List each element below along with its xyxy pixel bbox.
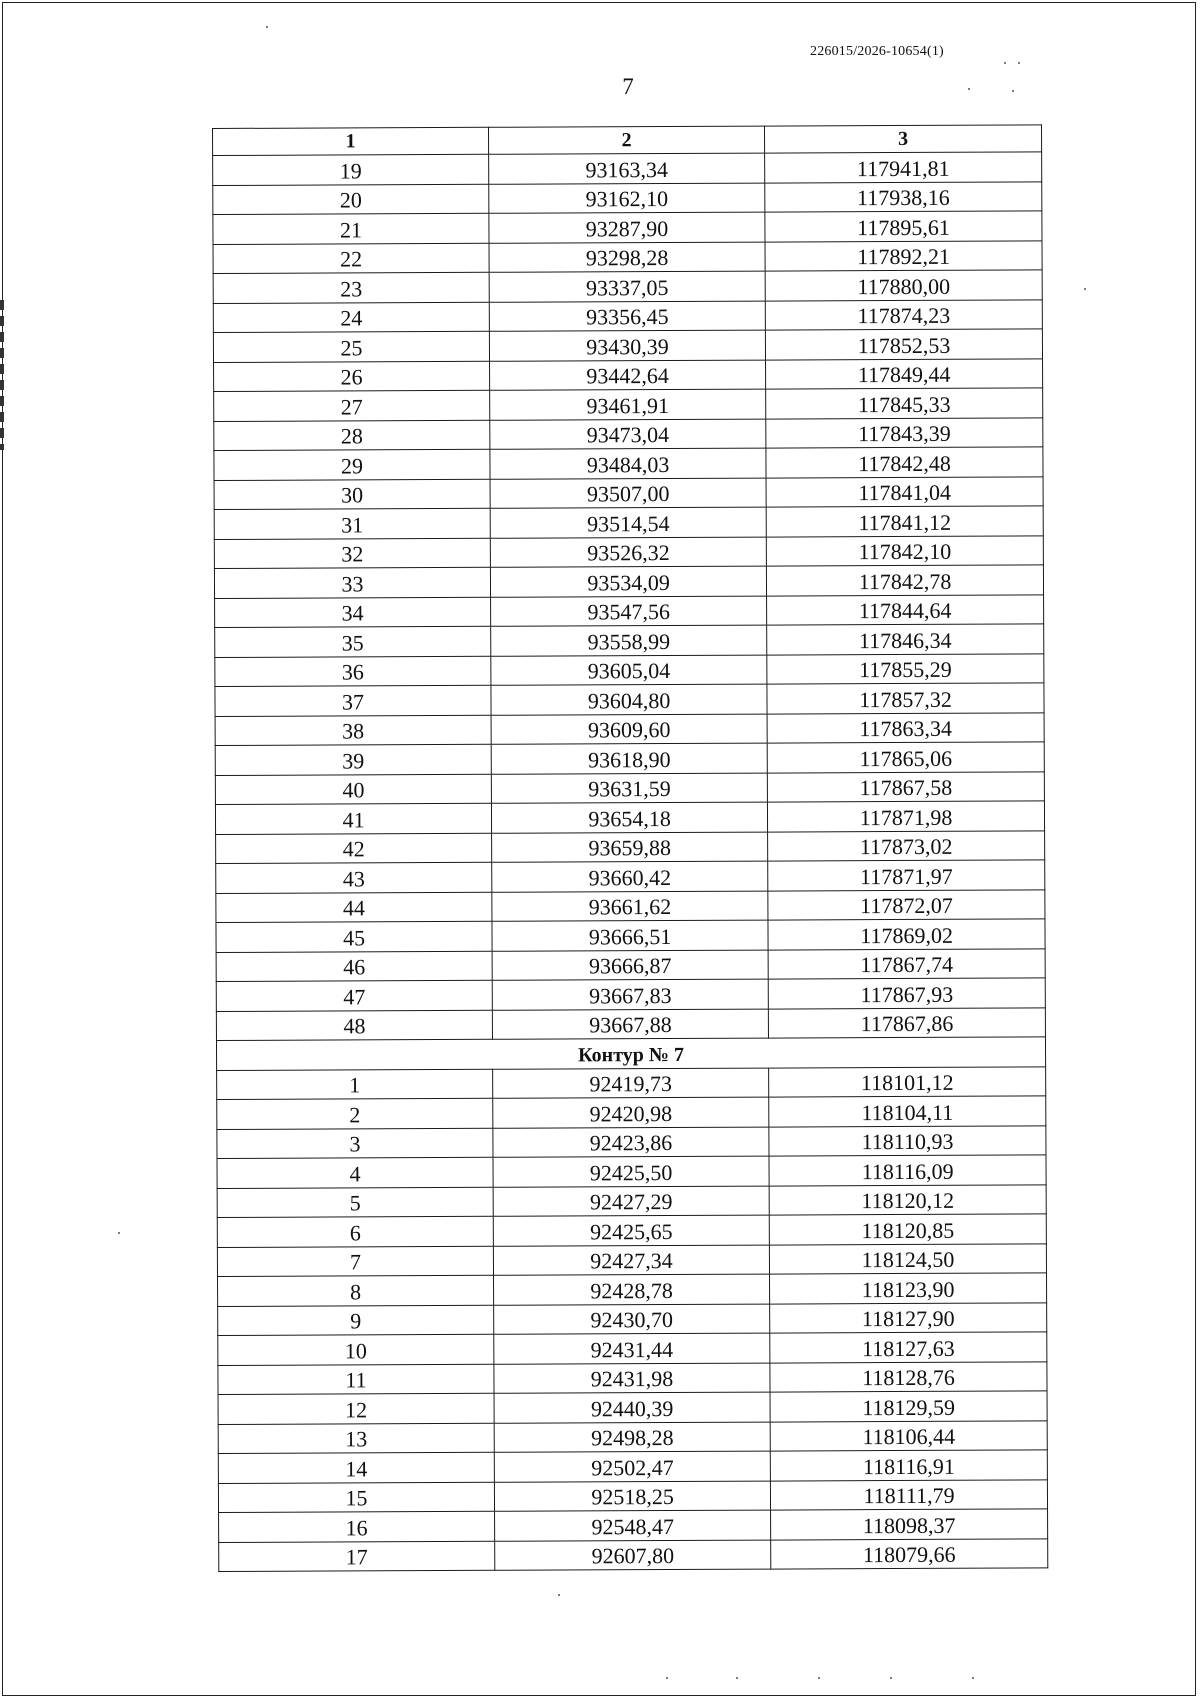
table-row xyxy=(218,1332,1047,1365)
y-coordinate-cell: 117841,04 xyxy=(766,476,1043,507)
scan-speck xyxy=(968,88,970,90)
table-row xyxy=(214,506,1043,539)
y-coordinate-cell: 117872,07 xyxy=(768,889,1045,920)
point-number-cell: 19 xyxy=(213,154,489,185)
point-number-cell: 16 xyxy=(219,1511,495,1542)
x-coordinate-cell: 92498,28 xyxy=(494,1422,770,1453)
x-coordinate-cell: 92423,86 xyxy=(493,1127,769,1158)
point-number-cell: 14 xyxy=(218,1452,494,1483)
y-coordinate-cell: 118101,12 xyxy=(769,1066,1046,1097)
column-header: 2 xyxy=(489,126,765,154)
y-coordinate-cell: 117867,74 xyxy=(768,948,1045,979)
x-coordinate-cell: 92440,39 xyxy=(494,1392,770,1423)
y-coordinate-cell: 117938,16 xyxy=(765,181,1042,212)
y-coordinate-cell: 117844,64 xyxy=(767,594,1044,625)
page-number: 7 xyxy=(622,74,634,99)
y-coordinate-cell: 118098,37 xyxy=(771,1509,1048,1540)
x-coordinate-cell: 92607,80 xyxy=(495,1540,771,1571)
table-row xyxy=(214,565,1043,598)
table-row xyxy=(213,270,1042,303)
y-coordinate-cell: 117871,97 xyxy=(768,860,1045,891)
point-number-cell: 11 xyxy=(218,1364,494,1395)
table-row xyxy=(214,388,1043,421)
x-coordinate-cell: 93442,64 xyxy=(490,360,766,391)
y-coordinate-cell: 118129,59 xyxy=(770,1391,1047,1422)
point-number-cell: 44 xyxy=(216,892,492,923)
table-row xyxy=(214,476,1043,509)
point-number-cell: 2 xyxy=(217,1098,493,1129)
point-number-cell: 26 xyxy=(214,361,490,392)
point-number-cell: 29 xyxy=(214,449,490,480)
y-coordinate-cell: 118128,76 xyxy=(770,1361,1047,1392)
y-coordinate-cell: 117867,93 xyxy=(768,978,1045,1009)
x-coordinate-cell: 93514,54 xyxy=(490,507,766,538)
scan-speck xyxy=(736,1677,738,1679)
x-coordinate-cell: 92431,98 xyxy=(494,1363,770,1394)
table-row xyxy=(216,919,1045,952)
x-coordinate-cell: 92431,44 xyxy=(494,1333,770,1364)
x-coordinate-cell: 93666,87 xyxy=(492,950,768,981)
y-coordinate-cell: 117873,02 xyxy=(768,830,1045,861)
y-coordinate-cell: 117842,10 xyxy=(766,535,1043,566)
table-row xyxy=(218,1273,1047,1306)
x-coordinate-cell: 93659,88 xyxy=(492,832,768,863)
x-coordinate-cell: 93473,04 xyxy=(490,419,766,450)
table-body-top xyxy=(213,152,1046,1041)
table-row xyxy=(216,860,1045,893)
scan-speck xyxy=(1012,90,1014,92)
x-coordinate-cell: 93547,56 xyxy=(491,596,767,627)
x-coordinate-cell: 93618,90 xyxy=(491,743,767,774)
table-row xyxy=(217,1214,1046,1247)
y-coordinate-cell: 117869,02 xyxy=(768,919,1045,950)
y-coordinate-cell: 117863,34 xyxy=(767,712,1044,743)
table-row xyxy=(216,978,1045,1011)
x-coordinate-cell: 93605,04 xyxy=(491,655,767,686)
x-coordinate-cell: 93654,18 xyxy=(491,802,767,833)
x-coordinate-cell: 92428,78 xyxy=(494,1274,770,1305)
y-coordinate-cell: 117843,39 xyxy=(766,417,1043,448)
x-coordinate-cell: 93356,45 xyxy=(489,301,765,332)
y-coordinate-cell: 118123,90 xyxy=(770,1273,1047,1304)
y-coordinate-cell: 117867,86 xyxy=(768,1007,1045,1038)
point-number-cell: 46 xyxy=(216,951,492,982)
table-row xyxy=(214,358,1043,391)
y-coordinate-cell: 118111,79 xyxy=(771,1479,1048,1510)
point-number-cell: 20 xyxy=(213,184,489,215)
point-number-cell: 23 xyxy=(213,272,489,303)
y-coordinate-cell: 117941,81 xyxy=(765,152,1042,183)
y-coordinate-cell: 118116,09 xyxy=(769,1155,1046,1186)
y-coordinate-cell: 117845,33 xyxy=(766,388,1043,419)
y-coordinate-cell: 117842,48 xyxy=(766,447,1043,478)
x-coordinate-cell: 93666,51 xyxy=(492,920,768,951)
point-number-cell: 37 xyxy=(215,685,491,716)
x-coordinate-cell: 93507,00 xyxy=(490,478,766,509)
table-row xyxy=(215,742,1044,775)
y-coordinate-cell: 117865,06 xyxy=(767,742,1044,773)
x-coordinate-cell: 93604,80 xyxy=(491,684,767,715)
scan-speck xyxy=(118,1232,120,1234)
point-number-cell: 43 xyxy=(216,862,492,893)
document-reference: 226015/2026-10654(1) xyxy=(810,44,944,59)
y-coordinate-cell: 117857,32 xyxy=(767,683,1044,714)
table-row xyxy=(217,1184,1046,1217)
x-coordinate-cell: 92425,65 xyxy=(493,1215,769,1246)
contour-heading-row xyxy=(216,1037,1045,1070)
point-number-cell: 10 xyxy=(218,1334,494,1365)
table-row xyxy=(216,830,1045,863)
table-row xyxy=(217,1243,1046,1276)
scan-speck xyxy=(972,1677,974,1679)
x-coordinate-cell: 93631,59 xyxy=(491,773,767,804)
point-number-cell: 17 xyxy=(219,1541,495,1572)
scan-speck xyxy=(818,1677,820,1679)
point-number-cell: 42 xyxy=(216,833,492,864)
y-coordinate-cell: 117849,44 xyxy=(766,358,1043,389)
table-row xyxy=(215,653,1044,686)
table-row xyxy=(217,1125,1046,1158)
point-number-cell: 12 xyxy=(218,1393,494,1424)
column-header: 1 xyxy=(213,127,489,155)
table-row xyxy=(213,181,1042,214)
binding-mark xyxy=(0,300,4,450)
table-row xyxy=(215,624,1044,657)
y-coordinate-cell: 118127,90 xyxy=(770,1302,1047,1333)
table-header-row xyxy=(213,125,1042,156)
y-coordinate-cell: 117842,78 xyxy=(767,565,1044,596)
y-coordinate-cell: 118106,44 xyxy=(770,1420,1047,1451)
point-number-cell: 24 xyxy=(213,302,489,333)
point-number-cell: 15 xyxy=(218,1482,494,1513)
x-coordinate-cell: 92518,25 xyxy=(494,1481,770,1512)
x-coordinate-cell: 92420,98 xyxy=(493,1097,769,1128)
y-coordinate-cell: 118079,66 xyxy=(771,1538,1048,1569)
point-number-cell: 1 xyxy=(217,1069,493,1100)
x-coordinate-cell: 93162,10 xyxy=(489,183,765,214)
table-row xyxy=(215,594,1044,627)
x-coordinate-cell: 93609,60 xyxy=(491,714,767,745)
scan-speck xyxy=(1084,288,1086,290)
y-coordinate-cell: 118120,12 xyxy=(769,1184,1046,1215)
point-number-cell: 22 xyxy=(213,243,489,274)
table-row xyxy=(213,152,1042,185)
table-row xyxy=(214,535,1043,568)
x-coordinate-cell: 92427,34 xyxy=(493,1245,769,1276)
x-coordinate-cell: 93558,99 xyxy=(491,625,767,656)
x-coordinate-cell: 93163,34 xyxy=(489,153,765,184)
point-number-cell: 21 xyxy=(213,213,489,244)
table-row xyxy=(216,1007,1045,1040)
x-coordinate-cell: 93661,62 xyxy=(492,891,768,922)
y-coordinate-cell: 117892,21 xyxy=(765,240,1042,271)
point-number-cell: 32 xyxy=(214,538,490,569)
y-coordinate-cell: 117867,58 xyxy=(767,771,1044,802)
y-coordinate-cell: 118120,85 xyxy=(769,1214,1046,1245)
point-number-cell: 33 xyxy=(214,567,490,598)
y-coordinate-cell: 117852,53 xyxy=(765,329,1042,360)
x-coordinate-cell: 92427,29 xyxy=(493,1186,769,1217)
table-row xyxy=(219,1509,1048,1542)
table-row xyxy=(213,240,1042,273)
table-row xyxy=(216,948,1045,981)
x-coordinate-cell: 93534,09 xyxy=(490,566,766,597)
point-number-cell: 27 xyxy=(214,390,490,421)
y-coordinate-cell: 118116,91 xyxy=(770,1450,1047,1481)
scan-speck xyxy=(1018,62,1020,64)
point-number-cell: 5 xyxy=(217,1187,493,1218)
table-row xyxy=(215,712,1044,745)
point-number-cell: 34 xyxy=(215,597,491,628)
table-row xyxy=(217,1066,1046,1099)
y-coordinate-cell: 118104,11 xyxy=(769,1096,1046,1127)
point-number-cell: 4 xyxy=(217,1157,493,1188)
y-coordinate-cell: 118110,93 xyxy=(769,1125,1046,1156)
point-number-cell: 38 xyxy=(215,715,491,746)
y-coordinate-cell: 118127,63 xyxy=(770,1332,1047,1363)
x-coordinate-cell: 92502,47 xyxy=(494,1451,770,1482)
x-coordinate-cell: 93660,42 xyxy=(492,861,768,892)
y-coordinate-cell: 117841,12 xyxy=(766,506,1043,537)
point-number-cell: 7 xyxy=(217,1246,493,1277)
table-body-contour xyxy=(217,1066,1048,1571)
point-number-cell: 13 xyxy=(218,1423,494,1454)
table-row xyxy=(215,683,1044,716)
point-number-cell: 41 xyxy=(215,803,491,834)
point-number-cell: 31 xyxy=(214,508,490,539)
x-coordinate-cell: 93461,91 xyxy=(490,389,766,420)
table-row xyxy=(216,889,1045,922)
scan-speck xyxy=(1004,62,1006,64)
coordinates-table xyxy=(212,124,1048,1572)
point-number-cell: 6 xyxy=(217,1216,493,1247)
table-row xyxy=(217,1096,1046,1129)
point-number-cell: 36 xyxy=(215,656,491,687)
table-row xyxy=(214,447,1043,480)
table-row xyxy=(218,1450,1047,1483)
scan-speck xyxy=(266,26,268,28)
point-number-cell: 28 xyxy=(214,420,490,451)
table-row xyxy=(213,211,1042,244)
y-coordinate-cell: 117846,34 xyxy=(767,624,1044,655)
x-coordinate-cell: 93526,32 xyxy=(490,537,766,568)
table-row xyxy=(218,1302,1047,1335)
x-coordinate-cell: 93287,90 xyxy=(489,212,765,243)
point-number-cell: 8 xyxy=(218,1275,494,1306)
x-coordinate-cell: 92419,73 xyxy=(493,1068,769,1099)
scan-speck xyxy=(890,1677,892,1679)
point-number-cell: 25 xyxy=(213,331,489,362)
table-row xyxy=(218,1361,1047,1394)
contour-heading: Контур № 7 xyxy=(216,1037,1045,1070)
table-row xyxy=(218,1391,1047,1424)
x-coordinate-cell: 93667,83 xyxy=(492,979,768,1010)
x-coordinate-cell: 92430,70 xyxy=(494,1304,770,1335)
point-number-cell: 35 xyxy=(215,626,491,657)
point-number-cell: 9 xyxy=(218,1305,494,1336)
y-coordinate-cell: 117855,29 xyxy=(767,653,1044,684)
table-row xyxy=(213,329,1042,362)
y-coordinate-cell: 117880,00 xyxy=(765,270,1042,301)
table-row xyxy=(218,1479,1047,1512)
y-coordinate-cell: 117874,23 xyxy=(765,299,1042,330)
y-coordinate-cell: 117895,61 xyxy=(765,211,1042,242)
table-row xyxy=(214,417,1043,450)
point-number-cell: 3 xyxy=(217,1128,493,1159)
table-row xyxy=(218,1420,1047,1453)
y-coordinate-cell: 117871,98 xyxy=(768,801,1045,832)
point-number-cell: 39 xyxy=(215,744,491,775)
y-coordinate-cell: 118124,50 xyxy=(769,1243,1046,1274)
x-coordinate-cell: 93667,88 xyxy=(492,1009,768,1040)
point-number-cell: 45 xyxy=(216,921,492,952)
table-row xyxy=(217,1155,1046,1188)
x-coordinate-cell: 93430,39 xyxy=(489,330,765,361)
x-coordinate-cell: 92548,47 xyxy=(495,1510,771,1541)
x-coordinate-cell: 92425,50 xyxy=(493,1156,769,1187)
table-row xyxy=(215,801,1044,834)
point-number-cell: 40 xyxy=(215,774,491,805)
x-coordinate-cell: 93484,03 xyxy=(490,448,766,479)
point-number-cell: 48 xyxy=(216,1010,492,1041)
column-header: 3 xyxy=(765,125,1042,153)
x-coordinate-cell: 93298,28 xyxy=(489,242,765,273)
table-row xyxy=(213,299,1042,332)
scan-speck xyxy=(558,1594,560,1596)
table-row xyxy=(215,771,1044,804)
point-number-cell: 47 xyxy=(216,980,492,1011)
table-row xyxy=(219,1538,1048,1571)
x-coordinate-cell: 93337,05 xyxy=(489,271,765,302)
scan-speck xyxy=(666,1677,668,1679)
point-number-cell: 30 xyxy=(214,479,490,510)
